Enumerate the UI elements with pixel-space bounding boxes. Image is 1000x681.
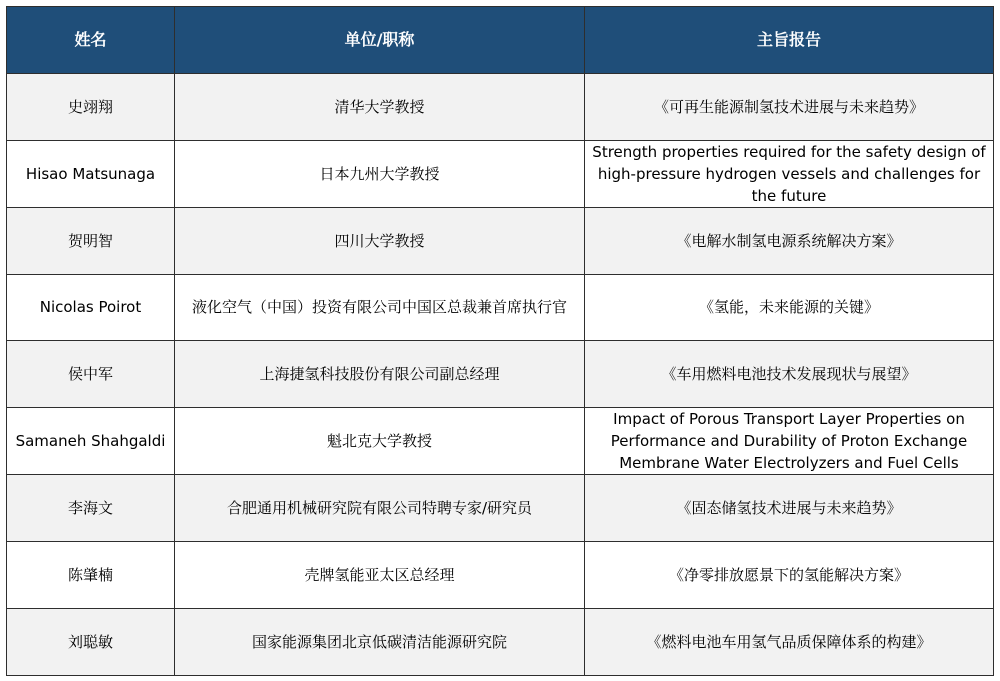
header-row (7, 7, 994, 74)
speaker-affiliation: 魁北克大学教授 (175, 408, 585, 475)
speaker-report: Strength properties required for the safety design of high-pressure hydrogen vessels and challenges for the future (585, 140, 994, 207)
speaker-report: 《氢能，未来能源的关键》 (585, 274, 994, 341)
speaker-name: 侯中军 (7, 341, 175, 408)
speaker-name: Hisao Matsunaga (7, 140, 175, 207)
table-row (7, 207, 994, 274)
table-row (7, 140, 994, 207)
table-row (7, 408, 994, 475)
header-report: 主旨报告 (585, 7, 994, 74)
speaker-name: 刘聪敏 (7, 608, 175, 675)
speaker-affiliation: 国家能源集团北京低碳清洁能源研究院 (175, 608, 585, 675)
speaker-report: 《可再生能源制氢技术进展与未来趋势》 (585, 74, 994, 141)
speaker-report: 《电解水制氢电源系统解决方案》 (585, 207, 994, 274)
speakers-table (6, 6, 994, 676)
header-name: 姓名 (7, 7, 175, 74)
speaker-affiliation: 合肥通用机械研究院有限公司特聘专家/研究员 (175, 475, 585, 542)
table-row (7, 341, 994, 408)
speaker-report: 《固态储氢技术进展与未来趋势》 (585, 475, 994, 542)
speaker-name: 李海文 (7, 475, 175, 542)
speaker-name: 贺明智 (7, 207, 175, 274)
table-row (7, 608, 994, 675)
speaker-report: 《车用燃料电池技术发展现状与展望》 (585, 341, 994, 408)
speaker-name: Samaneh Shahgaldi (7, 408, 175, 475)
speaker-name: 陈肇楠 (7, 541, 175, 608)
speaker-report: 《燃料电池车用氢气品质保障体系的构建》 (585, 608, 994, 675)
table-row (7, 74, 994, 141)
table-row (7, 475, 994, 542)
speaker-affiliation: 清华大学教授 (175, 74, 585, 141)
speaker-affiliation: 液化空气（中国）投资有限公司中国区总裁兼首席执行官 (175, 274, 585, 341)
speaker-affiliation: 四川大学教授 (175, 207, 585, 274)
header-affiliation: 单位/职称 (175, 7, 585, 74)
table-row (7, 541, 994, 608)
speaker-report: Impact of Porous Transport Layer Properties on Performance and Durability of Proton Exchange Membrane Water Electrolyzers and Fuel Cells (585, 408, 994, 475)
speaker-name: Nicolas Poirot (7, 274, 175, 341)
speaker-affiliation: 上海捷氢科技股份有限公司副总经理 (175, 341, 585, 408)
speaker-report: 《净零排放愿景下的氢能解决方案》 (585, 541, 994, 608)
table-row (7, 274, 994, 341)
speaker-name: 史翊翔 (7, 74, 175, 141)
speaker-affiliation: 日本九州大学教授 (175, 140, 585, 207)
speaker-affiliation: 壳牌氢能亚太区总经理 (175, 541, 585, 608)
